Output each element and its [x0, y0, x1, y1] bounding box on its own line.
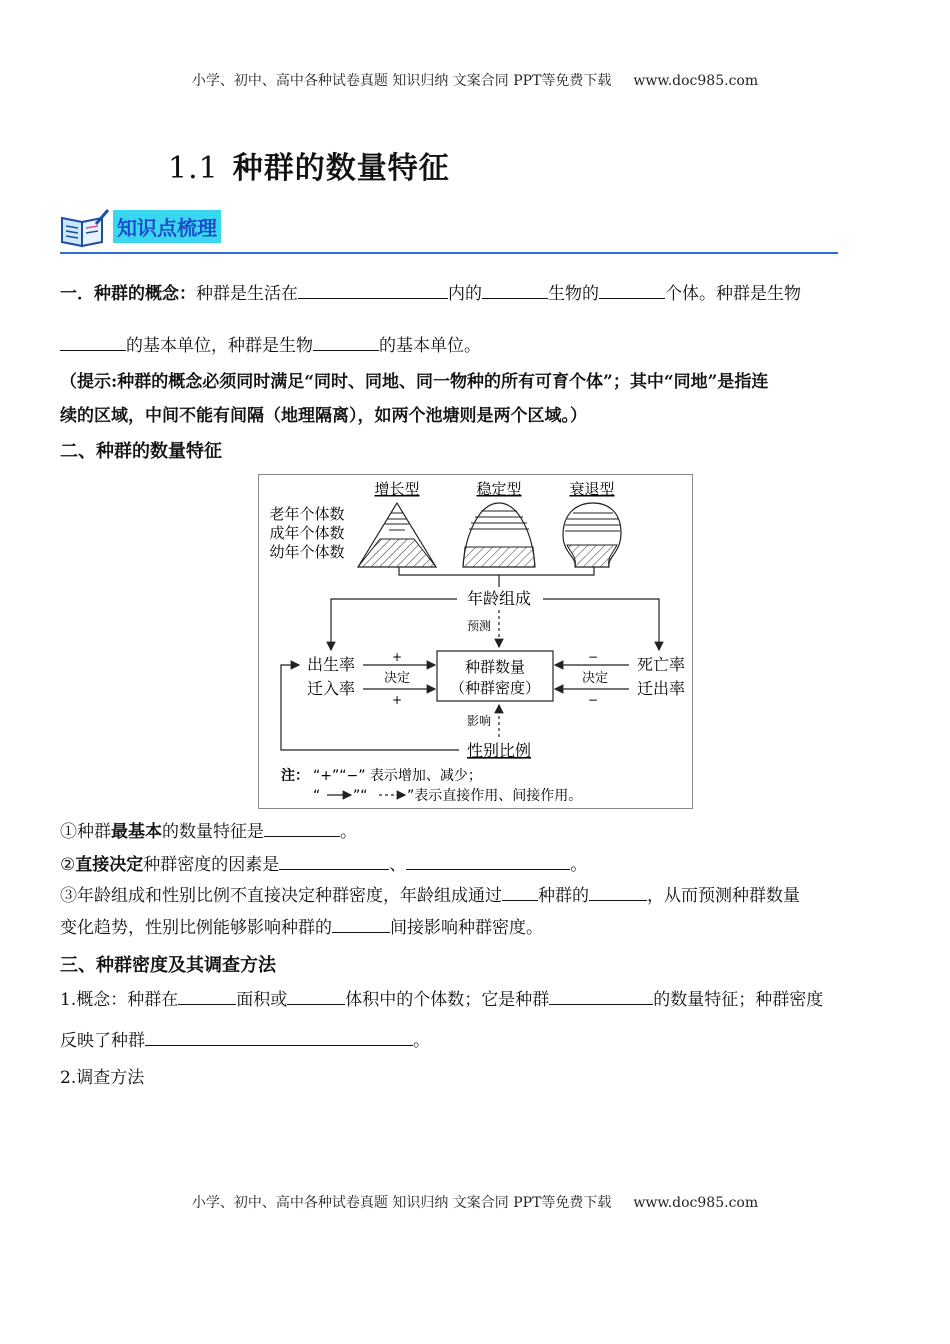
s1-text: 内的 — [448, 284, 482, 304]
population-diagram — [258, 474, 693, 809]
center-sub-label: （种群密度） — [449, 679, 541, 697]
blank[interactable] — [549, 988, 653, 1005]
type-growth: 增长型 — [374, 480, 420, 498]
section-label: 知识点梳理 — [113, 210, 221, 243]
page-title — [168, 143, 450, 187]
s1-text: 的基本单位。 — [379, 336, 481, 356]
age-structure-label: 年龄组成 — [466, 589, 532, 608]
death-rate: 死亡率 — [636, 655, 686, 674]
age-young: 幼年个体数 — [269, 543, 345, 561]
center-label: 种群数量 — [464, 658, 526, 676]
page-header — [0, 70, 950, 90]
blank[interactable] — [178, 988, 236, 1005]
s3-text: 。 — [413, 1031, 430, 1051]
s1-heading: 一．种群的概念： — [60, 284, 196, 304]
q-text: 变化趋势，性别比例能够影响种群的 — [60, 918, 332, 938]
decide-label-right: 决定 — [581, 671, 609, 686]
header-site[interactable]: www.doc985.com — [633, 73, 759, 89]
q-text: 。 — [570, 855, 588, 875]
q3-line1 — [60, 884, 800, 910]
s2-heading: 二、种群的数量特征 — [60, 441, 222, 462]
note-line1: “+”“−” 表示增加、减少； — [313, 768, 482, 784]
q2-line — [60, 853, 587, 879]
blank[interactable] — [279, 853, 389, 870]
blank[interactable] — [287, 988, 345, 1005]
type-stable: 稳定型 — [476, 480, 522, 498]
note2-close: ”表示直接作用、间接作用。 — [407, 788, 583, 804]
birth-rate: 出生率 — [306, 655, 356, 674]
blank[interactable] — [60, 334, 126, 351]
predict-label: 预测 — [466, 619, 492, 633]
blank[interactable] — [298, 282, 448, 299]
blank[interactable] — [599, 282, 665, 299]
q-text: 间接影响种群密度。 — [390, 918, 543, 938]
q-text: 。 — [340, 822, 357, 842]
q1-line — [60, 820, 357, 846]
q-text: 的数量特征是 — [162, 822, 264, 842]
s1-hint-line1: （提示:种群的概念必须同时满足“同时、同地、同一物种的所有可育个体”；其中“同地”是指连 — [60, 372, 769, 392]
header-text: 小学、初中、高中各种试卷真题 知识归纳 文案合同 PPT等免费下载 — [191, 73, 612, 89]
q-text: 、 — [389, 855, 407, 875]
note2-open: “ — [313, 788, 321, 804]
minus-sign: − — [587, 650, 599, 664]
s1-line2 — [60, 334, 481, 360]
s3-line2 — [60, 1029, 430, 1055]
title-text: 种群的数量特征 — [232, 151, 450, 186]
influence-label: 影响 — [466, 714, 492, 728]
note-label: 注： — [281, 768, 309, 784]
type-decline: 衰退型 — [569, 480, 615, 498]
q-text: ③年龄组成和性别比例不直接决定种群密度，年龄组成通过 — [60, 886, 502, 906]
age-old: 老年个体数 — [269, 505, 345, 523]
s1-line1 — [60, 282, 801, 308]
q3-line2 — [60, 916, 543, 942]
s1-text: 生物的 — [548, 284, 599, 304]
sex-ratio-label: 性别比例 — [466, 741, 532, 760]
footer-site[interactable]: www.doc985.com — [633, 1195, 759, 1211]
s1-hint-line2: 续的区域，中间不能有间隔（地理隔离），如两个池塘则是两个区域。） — [60, 406, 587, 426]
q-text: ② — [60, 855, 76, 875]
q-emphasis: 最基本 — [111, 822, 162, 842]
page-footer — [0, 1192, 950, 1212]
stable-bell — [463, 503, 535, 567]
blank[interactable] — [145, 1029, 413, 1046]
q-text: ①种群 — [60, 822, 111, 842]
q-text: 种群密度的因素是 — [143, 855, 280, 875]
growth-pyramid — [358, 503, 436, 567]
open-book-icon — [58, 208, 110, 248]
blank[interactable] — [332, 916, 390, 933]
blank[interactable] — [264, 820, 340, 837]
blank[interactable] — [502, 884, 538, 901]
s3-line1 — [60, 988, 823, 1014]
plus-sign: + — [391, 693, 403, 707]
minus-sign: − — [587, 693, 599, 707]
q-emphasis: 直接决定 — [75, 855, 144, 875]
s1-text: 种群是生活在 — [196, 284, 298, 304]
blank[interactable] — [482, 282, 548, 299]
s3-text: 1.概念：种群在 — [60, 990, 179, 1010]
divider — [60, 252, 838, 254]
s3-text: 的数量特征；种群密度 — [653, 990, 824, 1010]
blank[interactable] — [589, 884, 647, 901]
immigration-rate: 迁入率 — [306, 679, 356, 698]
s3-heading: 三、种群密度及其调查方法 — [60, 955, 276, 976]
q-text: 种群的 — [538, 886, 589, 906]
decide-label-left: 决定 — [383, 671, 411, 686]
decline-urn — [563, 503, 621, 567]
s1-text: 个体。种群是生物 — [665, 284, 801, 304]
emigration-rate: 迁出率 — [636, 679, 686, 698]
title-number: 1.1 — [168, 151, 219, 186]
footer-text: 小学、初中、高中各种试卷真题 知识归纳 文案合同 PPT等免费下载 — [191, 1195, 612, 1211]
age-adult: 成年个体数 — [269, 524, 345, 542]
s1-text: 的基本单位，种群是生物 — [126, 336, 313, 356]
s3-text: 体积中的个体数；它是种群 — [345, 990, 550, 1010]
q-text: ，从而预测种群数量 — [647, 886, 800, 906]
s3-line3: 2.调查方法 — [60, 1068, 145, 1088]
blank[interactable] — [406, 853, 570, 870]
note2-mid: ”“ — [353, 788, 368, 804]
plus-sign: + — [391, 650, 403, 664]
s3-text: 面积或 — [236, 990, 288, 1010]
s3-text: 反映了种群 — [60, 1031, 145, 1051]
blank[interactable] — [313, 334, 379, 351]
